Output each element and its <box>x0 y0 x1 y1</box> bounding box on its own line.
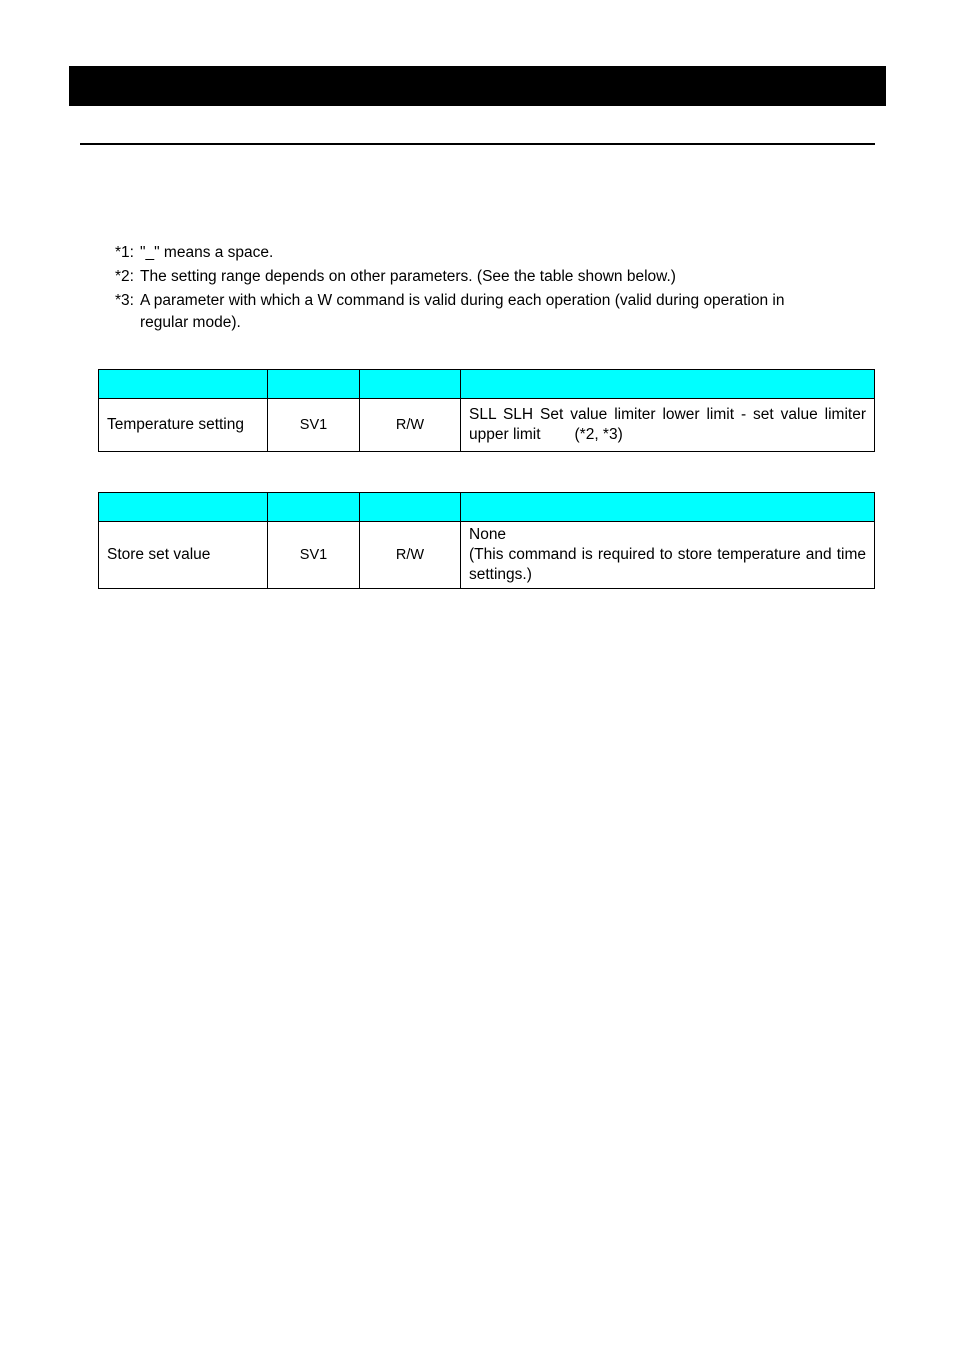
parameter-access: R/W <box>360 522 461 589</box>
footnote-text: "_" means a space. <box>140 244 274 261</box>
range-line2: limiter upper limit <box>469 406 866 443</box>
footnotes <box>115 241 873 333</box>
range-note-ref: (*2, *3) <box>574 426 623 443</box>
table-header-row <box>99 493 875 522</box>
table-row <box>99 522 875 589</box>
section-header-bar <box>69 66 886 106</box>
footnote-text <box>140 289 873 333</box>
footnote-text: The setting range depends on other parameters. (See the table shown below.) <box>140 268 676 285</box>
range-line1: SLL SLH Set value limiter lower limit - set value <box>469 406 818 423</box>
parameter-access: R/W <box>360 399 461 452</box>
header-cell <box>99 493 268 522</box>
footnote-3 <box>115 289 873 333</box>
header-cell <box>461 493 875 522</box>
footnote-mark: *2: <box>115 268 134 285</box>
parameter-table-temperature-setting <box>98 369 875 452</box>
parameter-name: Temperature setting <box>99 399 268 452</box>
table-header-row <box>99 370 875 399</box>
footnote-text-line1: A parameter with which a W command is valid during each operation (valid during operation in <box>140 292 785 309</box>
header-cell <box>360 493 461 522</box>
header-cell <box>360 370 461 399</box>
footnote-2 <box>115 265 873 289</box>
parameter-code: SV1 <box>268 522 360 589</box>
table-row <box>99 399 875 452</box>
footnote-text-line2: regular mode). <box>140 314 241 331</box>
header-cell <box>461 370 875 399</box>
horizontal-rule <box>80 143 875 145</box>
footnote-1 <box>115 241 873 265</box>
header-cell <box>268 493 360 522</box>
range-line1: None <box>469 526 507 543</box>
parameter-table-store-set-value <box>98 492 875 589</box>
range-line2: (This command is required to store temperature and time settings.) <box>469 546 866 583</box>
parameter-range <box>461 399 875 452</box>
header-cell <box>268 370 360 399</box>
parameter-range <box>461 522 875 589</box>
parameter-code: SV1 <box>268 399 360 452</box>
footnote-mark: *3: <box>115 292 134 309</box>
header-cell <box>99 370 268 399</box>
footnote-mark: *1: <box>115 244 134 261</box>
parameter-name: Store set value <box>99 522 268 589</box>
